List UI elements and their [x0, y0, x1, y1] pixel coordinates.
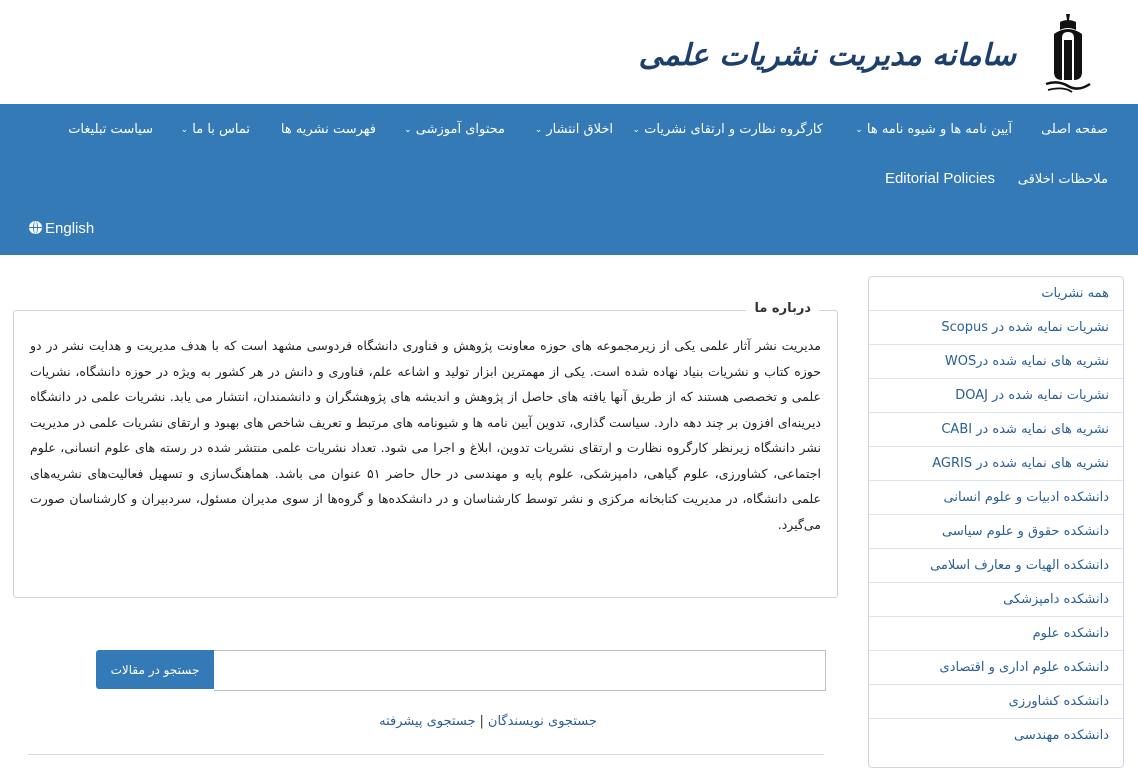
- sidebar-item-literature-humanities[interactable]: دانشکده ادبیات و علوم انسانی: [869, 480, 1123, 514]
- sidebar-item-cabi[interactable]: نشریه های نمایه شده در CABI: [869, 412, 1123, 446]
- about-us-text: مدیریت نشر آثار علمی یکی از زیرمجموعه های حوزه معاونت پژوهش و فناوری دانشگاه فردوسی مشهد است که با هدف مدیریت و هدایت نشر در دو حوزه کتاب و نشریات بنیاد نهاده شده است. یکی از مهمترین ابزار تولید و اشاعه علم، فناوری و دانش در هر کشور به ویژه در حوزه دانشگاه، نشریات علمی و تخصصی هستند که از طریق آنها یافته های حاصل از پژوهش و اندیشه های پژوهشگران و دانشمندان، انتشار می یابد. نشریات علمی در دانشگاه دیرینه‌ای افزون بر چند دهه دارد. سیاست گذاری، تدوین آیین نامه ها و شیونامه های مرتبط و تعریف شاخص های بهبود و ارتقای نشریات علمی در مدیریت نشر دانشگاه زیرنظر کارگروه نظارت و ارتقای نشریات تدوین، ابلاغ و اجرا می شود. تعداد نشریات علمی منتشر شده در رسته های علوم انسانی، علوم اجتماعی، کشاورزی، علوم گیاهی، دامپزشکی، علوم پایه و مهندسی در حال حاضر ۵۱ عنوان می باشد. هماهنگ‌سازی و تسهیل فعالیت‌های نشریه‌های علمی دانشگاه، در مدیریت کتابخانه مرکزی و نشر توسط کارشناسان و در دانشکده‌ها و گروه‌ها از سوی مدیران مسئول، سردبیران و کارشناسان صورت می‌گیرد.: [30, 338, 821, 532]
- nav-contact-us[interactable]: تماس با ما ⌄: [180, 122, 250, 137]
- link-separator: |: [479, 714, 484, 729]
- search-articles-button[interactable]: جستجو در مقالات: [96, 650, 214, 689]
- about-us-heading: درباره ما: [746, 301, 819, 316]
- ferdowsi-university-logo-icon[interactable]: [1038, 10, 1098, 96]
- nav-journals-list[interactable]: فهرست نشریه ها: [280, 122, 376, 137]
- chevron-down-icon: ⌄: [404, 125, 412, 135]
- article-search: [96, 650, 823, 689]
- chevron-down-icon: ⌄: [855, 125, 863, 135]
- nav-editorial-policies[interactable]: Editorial Policies: [884, 170, 995, 187]
- sidebar-item-scopus[interactable]: نشریات نمایه شده در Scopus: [869, 310, 1123, 344]
- divider: [28, 754, 824, 755]
- nav-supervision-group[interactable]: کارگروه نظارت و ارتقای نشریات ⌄: [632, 122, 823, 137]
- nav-publication-ethics[interactable]: اخلاق انتشار ⌄: [534, 122, 613, 137]
- main-navbar: [0, 104, 1138, 255]
- search-links: [0, 714, 976, 729]
- sidebar-item-law-political-science[interactable]: دانشکده حقوق و علوم سیاسی: [869, 514, 1123, 548]
- sidebar-item-all-journals[interactable]: همه نشریات: [1041, 286, 1109, 301]
- site-header: [0, 0, 1138, 104]
- language-switch[interactable]: English: [29, 220, 94, 237]
- sidebar-item-wos[interactable]: نشریه های نمایه شده درWOS: [869, 344, 1123, 378]
- sidebar-item-agris[interactable]: نشریه های نمایه شده در AGRIS: [869, 446, 1123, 480]
- sidebar-item-engineering[interactable]: دانشکده مهندسی: [869, 718, 1123, 752]
- journals-sidebar: [868, 276, 1124, 768]
- chevron-down-icon: ⌄: [632, 125, 640, 135]
- sidebar-item-doaj[interactable]: نشریات نمایه شده در DOAJ: [869, 378, 1123, 412]
- sidebar-item-veterinary[interactable]: دانشکده دامپزشکی: [869, 582, 1123, 616]
- site-title[interactable]: سامانه مدیریت نشریات علمی: [638, 38, 1016, 73]
- chevron-down-icon: ⌄: [180, 125, 189, 135]
- globe-icon: [29, 221, 42, 234]
- sidebar-item-agriculture[interactable]: دانشکده کشاورزی: [869, 684, 1123, 718]
- nav-educational-content[interactable]: محتوای آموزشی ⌄: [404, 122, 505, 137]
- sidebar-item-administrative-economic[interactable]: دانشکده علوم اداری و اقتصادی: [869, 650, 1123, 684]
- sidebar-item-theology[interactable]: دانشکده الهیات و معارف اسلامی: [869, 548, 1123, 582]
- nav-regulations[interactable]: آیین نامه ها و شیوه نامه ها ⌄: [855, 122, 1012, 137]
- advanced-search-link[interactable]: جستجوی پیشرفته: [379, 714, 476, 729]
- nav-ethical-considerations[interactable]: ملاحظات اخلاقی: [1017, 172, 1108, 187]
- authors-search-link[interactable]: جستجوی نویسندگان: [487, 714, 597, 729]
- nav-advertising-policy[interactable]: سیاست تبلیغات: [68, 122, 153, 137]
- chevron-down-icon: ⌄: [534, 125, 543, 135]
- nav-home[interactable]: صفحه اصلی: [1041, 122, 1108, 137]
- sidebar-item-sciences[interactable]: دانشکده علوم: [869, 616, 1123, 650]
- search-input[interactable]: [214, 650, 826, 691]
- about-us-panel: [13, 301, 838, 598]
